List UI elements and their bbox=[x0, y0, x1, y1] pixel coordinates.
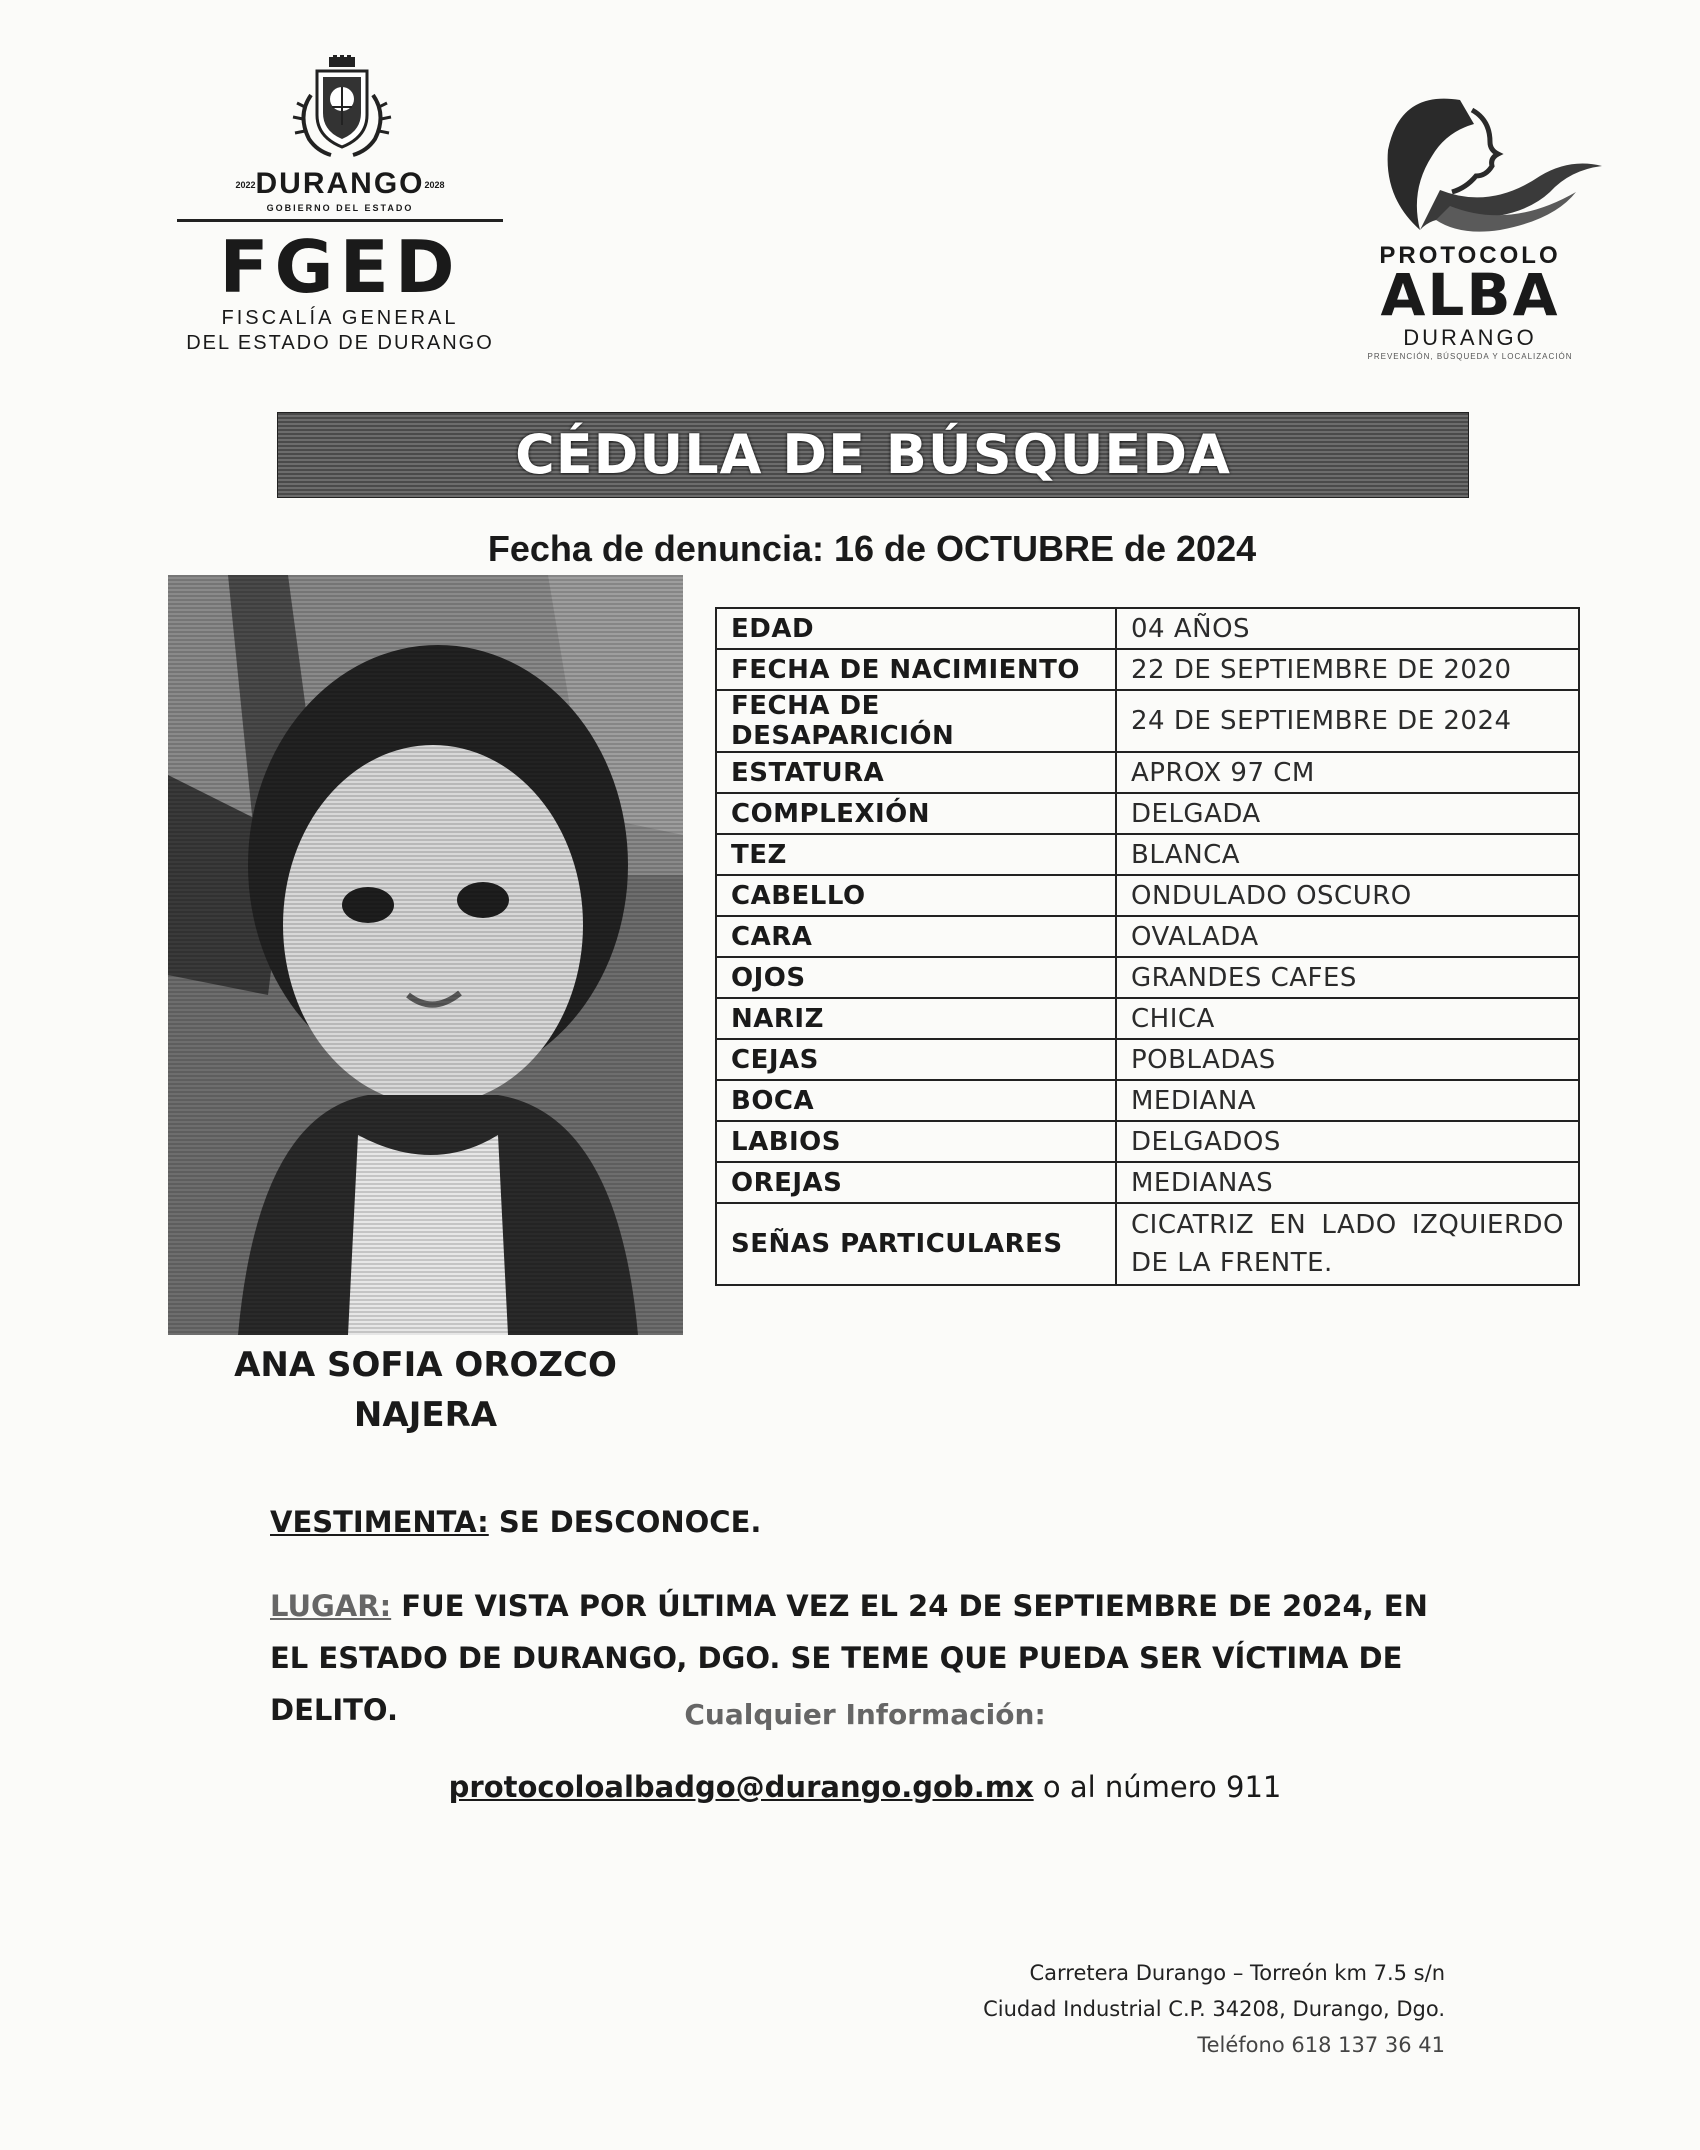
protocolo-alba-logo bbox=[1340, 80, 1610, 370]
detail-label: TEZ bbox=[716, 834, 1116, 875]
year-right: 2028 bbox=[424, 180, 445, 191]
table-row bbox=[716, 998, 1579, 1039]
missing-person-photo bbox=[168, 575, 683, 1335]
detail-value: CHICA bbox=[1116, 998, 1579, 1039]
detail-value: 22 DE SEPTIEMBRE DE 2020 bbox=[1116, 649, 1579, 690]
detail-value: OVALADA bbox=[1116, 916, 1579, 957]
detail-value: DELGADOS bbox=[1116, 1121, 1579, 1162]
detail-value: ONDULADO OSCURO bbox=[1116, 875, 1579, 916]
table-row bbox=[716, 957, 1579, 998]
detail-label: ESTATURA bbox=[716, 752, 1116, 793]
table-row bbox=[716, 916, 1579, 957]
table-row bbox=[716, 1121, 1579, 1162]
title-banner bbox=[277, 412, 1469, 498]
detail-value: GRANDES CAFES bbox=[1116, 957, 1579, 998]
contact-email-link[interactable]: protocoloalbadgo@durango.gob.mx bbox=[448, 1770, 1034, 1804]
detail-label: CEJAS bbox=[716, 1039, 1116, 1080]
report-date: Fecha de denuncia: 16 de OCTUBRE de 2024 bbox=[487, 528, 1257, 569]
detail-label: FECHA DE NACIMIENTO bbox=[716, 649, 1116, 690]
detail-value: APROX 97 CM bbox=[1116, 752, 1579, 793]
contact-phone-text: o al número 911 bbox=[1033, 1770, 1282, 1804]
fged-logo bbox=[175, 55, 505, 355]
contact-line bbox=[270, 1770, 1460, 1804]
details-table bbox=[715, 607, 1580, 1286]
detail-label: FECHA DE DESAPARICIÓN bbox=[716, 690, 1116, 752]
detail-value: 24 DE SEPTIEMBRE DE 2024 bbox=[1116, 690, 1579, 752]
detail-label: OREJAS bbox=[716, 1162, 1116, 1203]
detail-value: MEDIANA bbox=[1116, 1080, 1579, 1121]
name-line2: NAJERA bbox=[353, 1395, 498, 1435]
year-left: 2022 bbox=[235, 180, 256, 191]
detail-value: POBLADAS bbox=[1116, 1039, 1579, 1080]
name-line1: ANA SOFIA OROZCO bbox=[234, 1345, 617, 1385]
table-row bbox=[716, 690, 1579, 752]
clothing-label: VESTIMENTA: bbox=[270, 1505, 489, 1539]
table-row bbox=[716, 608, 1579, 649]
detail-label: OJOS bbox=[716, 957, 1116, 998]
missing-person-name bbox=[168, 1340, 683, 1440]
address-phone: Teléfono 618 137 36 41 bbox=[1197, 2033, 1445, 2057]
table-row bbox=[716, 834, 1579, 875]
info-heading: Cualquier Información: bbox=[684, 1698, 1046, 1731]
gobierno-label: GOBIERNO DEL ESTADO bbox=[266, 203, 414, 213]
detail-label: SEÑAS PARTICULARES bbox=[716, 1203, 1116, 1285]
fged-line2: DEL ESTADO DE DURANGO bbox=[186, 332, 494, 354]
detail-label: EDAD bbox=[716, 608, 1116, 649]
detail-label: NARIZ bbox=[716, 998, 1116, 1039]
detail-value: BLANCA bbox=[1116, 834, 1579, 875]
clothing-value: SE DESCONOCE. bbox=[498, 1505, 762, 1539]
address-line1: Carretera Durango – Torreón km 7.5 s/n bbox=[1029, 1961, 1445, 1985]
woman-profile-icon bbox=[1340, 80, 1610, 250]
detail-value: MEDIANAS bbox=[1116, 1162, 1579, 1203]
fged-acronym: FGED bbox=[219, 225, 461, 309]
detail-value: DELGADA bbox=[1116, 793, 1579, 834]
table-row bbox=[716, 752, 1579, 793]
alba-wordmark: ALBA bbox=[1380, 261, 1560, 329]
detail-label: COMPLEXIÓN bbox=[716, 793, 1116, 834]
clothing-section bbox=[270, 1505, 761, 1539]
table-row bbox=[716, 1039, 1579, 1080]
alba-protocolo: PROTOCOLO bbox=[1379, 242, 1561, 269]
table-row bbox=[716, 649, 1579, 690]
table-row bbox=[716, 1203, 1579, 1285]
address-line2: Ciudad Industrial C.P. 34208, Durango, Dgo. bbox=[983, 1997, 1445, 2021]
alba-tagline: PREVENCIÓN, BÚSQUEDA Y LOCALIZACIÓN bbox=[1367, 352, 1573, 361]
detail-label: BOCA bbox=[716, 1080, 1116, 1121]
detail-value: CICATRIZ EN LADO IZQUIERDO DE LA FRENTE. bbox=[1116, 1203, 1579, 1285]
place-label: LUGAR: bbox=[270, 1589, 392, 1623]
logo-divider bbox=[177, 219, 503, 222]
page-title: CÉDULA DE BÚSQUEDA bbox=[515, 423, 1231, 486]
durango-coat-of-arms-icon bbox=[287, 55, 397, 165]
table-row bbox=[716, 793, 1579, 834]
table-row bbox=[716, 1162, 1579, 1203]
detail-label: LABIOS bbox=[716, 1121, 1116, 1162]
address-footer bbox=[880, 1955, 1445, 2063]
detail-label: CABELLO bbox=[716, 875, 1116, 916]
table-row bbox=[716, 875, 1579, 916]
table-row bbox=[716, 1080, 1579, 1121]
details-table-body bbox=[716, 608, 1579, 1285]
detail-value: 04 AÑOS bbox=[1116, 608, 1579, 649]
durango-wordmark: DURANGO bbox=[255, 167, 425, 200]
detail-label: CARA bbox=[716, 916, 1116, 957]
fged-line1: FISCALÍA GENERAL bbox=[221, 307, 459, 329]
child-portrait-icon bbox=[168, 575, 683, 1335]
alba-durango: DURANGO bbox=[1403, 325, 1537, 350]
place-value: FUE VISTA POR ÚLTIMA VEZ EL 24 DE SEPTIEMBRE DE 2024, EN EL ESTADO DE DURANGO, DGO. SE TEME QUE PUEDA SER VÍCTIMA DE DELITO. bbox=[270, 1589, 1428, 1727]
